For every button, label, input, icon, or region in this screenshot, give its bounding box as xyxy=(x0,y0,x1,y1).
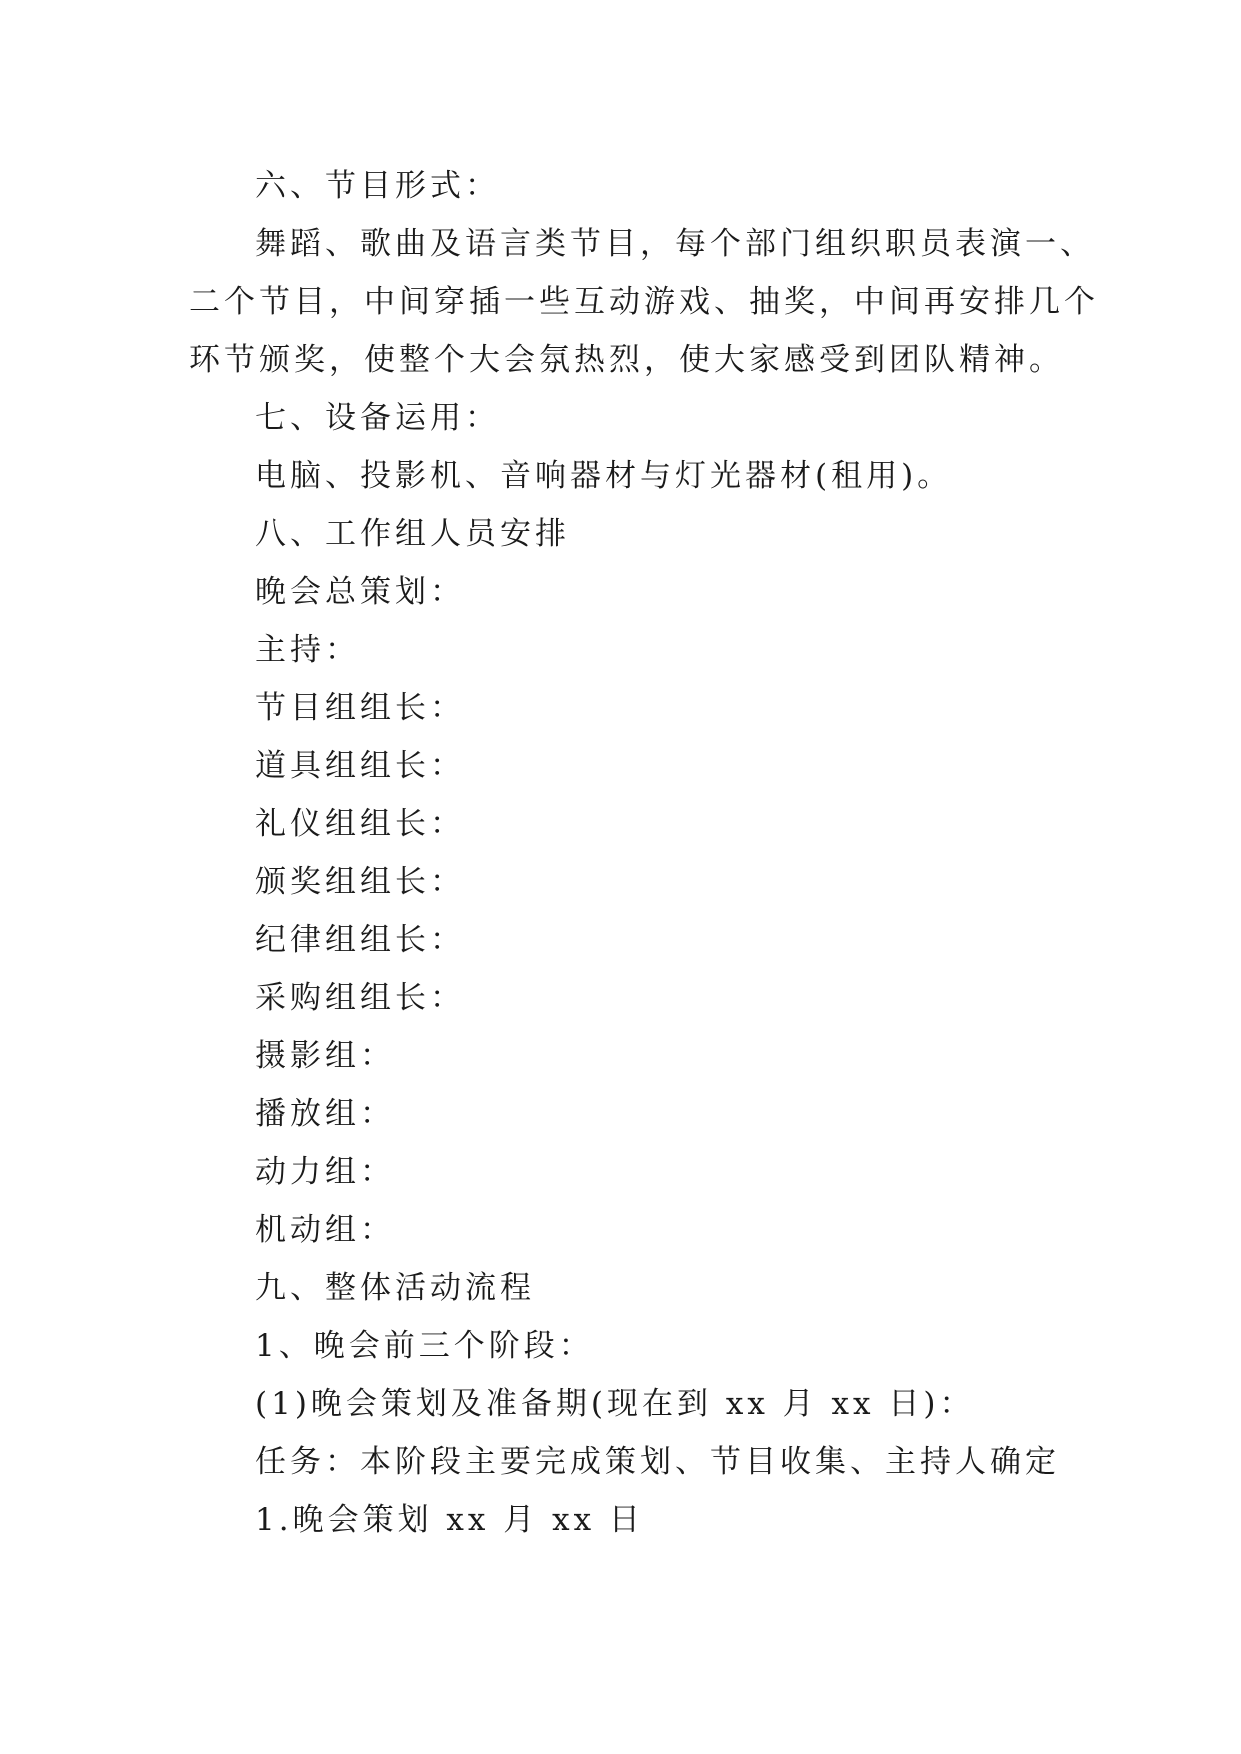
staff-role-line: 晚会总策划： xyxy=(255,574,465,610)
staff-role-line: 主持： xyxy=(255,632,360,668)
paragraph-line: 舞蹈、歌曲及语言类节目，每个部门组织职员表演一、 xyxy=(255,226,1095,262)
staff-role-line: 颁奖组组长： xyxy=(255,864,465,900)
staff-role-line: 采购组组长： xyxy=(255,980,465,1016)
staff-role-line: 道具组组长： xyxy=(255,748,465,784)
staff-role-line: 机动组： xyxy=(255,1212,395,1248)
paragraph-line: (1)晚会策划及准备期(现在到 xx 月 xx 日)： xyxy=(255,1386,975,1422)
staff-role-line: 动力组： xyxy=(255,1154,395,1190)
paragraph-line: 环节颁奖，使整个大会氛热烈，使大家感受到团队精神。 xyxy=(189,342,1064,378)
staff-role-line: 摄影组： xyxy=(255,1038,395,1074)
section-heading-program-format: 六、节目形式： xyxy=(255,168,500,204)
subsection-heading: 1、晚会前三个阶段： xyxy=(255,1328,594,1364)
section-heading-equipment: 七、设备运用： xyxy=(255,400,500,436)
section-heading-activity-flow: 九、整体活动流程 xyxy=(255,1270,535,1306)
paragraph-line: 二个节目，中间穿插一些互动游戏、抽奖，中间再安排几个 xyxy=(189,284,1099,320)
paragraph-line: 任务：本阶段主要完成策划、节目收集、主持人确定 xyxy=(255,1444,1060,1480)
paragraph-line: 1.晚会策划 xx 月 xx 日 xyxy=(255,1502,644,1538)
paragraph-line: 电脑、投影机、音响器材与灯光器材(租用)。 xyxy=(255,458,953,494)
staff-role-line: 纪律组组长： xyxy=(255,922,465,958)
staff-role-line: 播放组： xyxy=(255,1096,395,1132)
staff-role-line: 节目组组长： xyxy=(255,690,465,726)
section-heading-staff: 八、工作组人员安排 xyxy=(255,516,570,552)
staff-role-line: 礼仪组组长： xyxy=(255,806,465,842)
